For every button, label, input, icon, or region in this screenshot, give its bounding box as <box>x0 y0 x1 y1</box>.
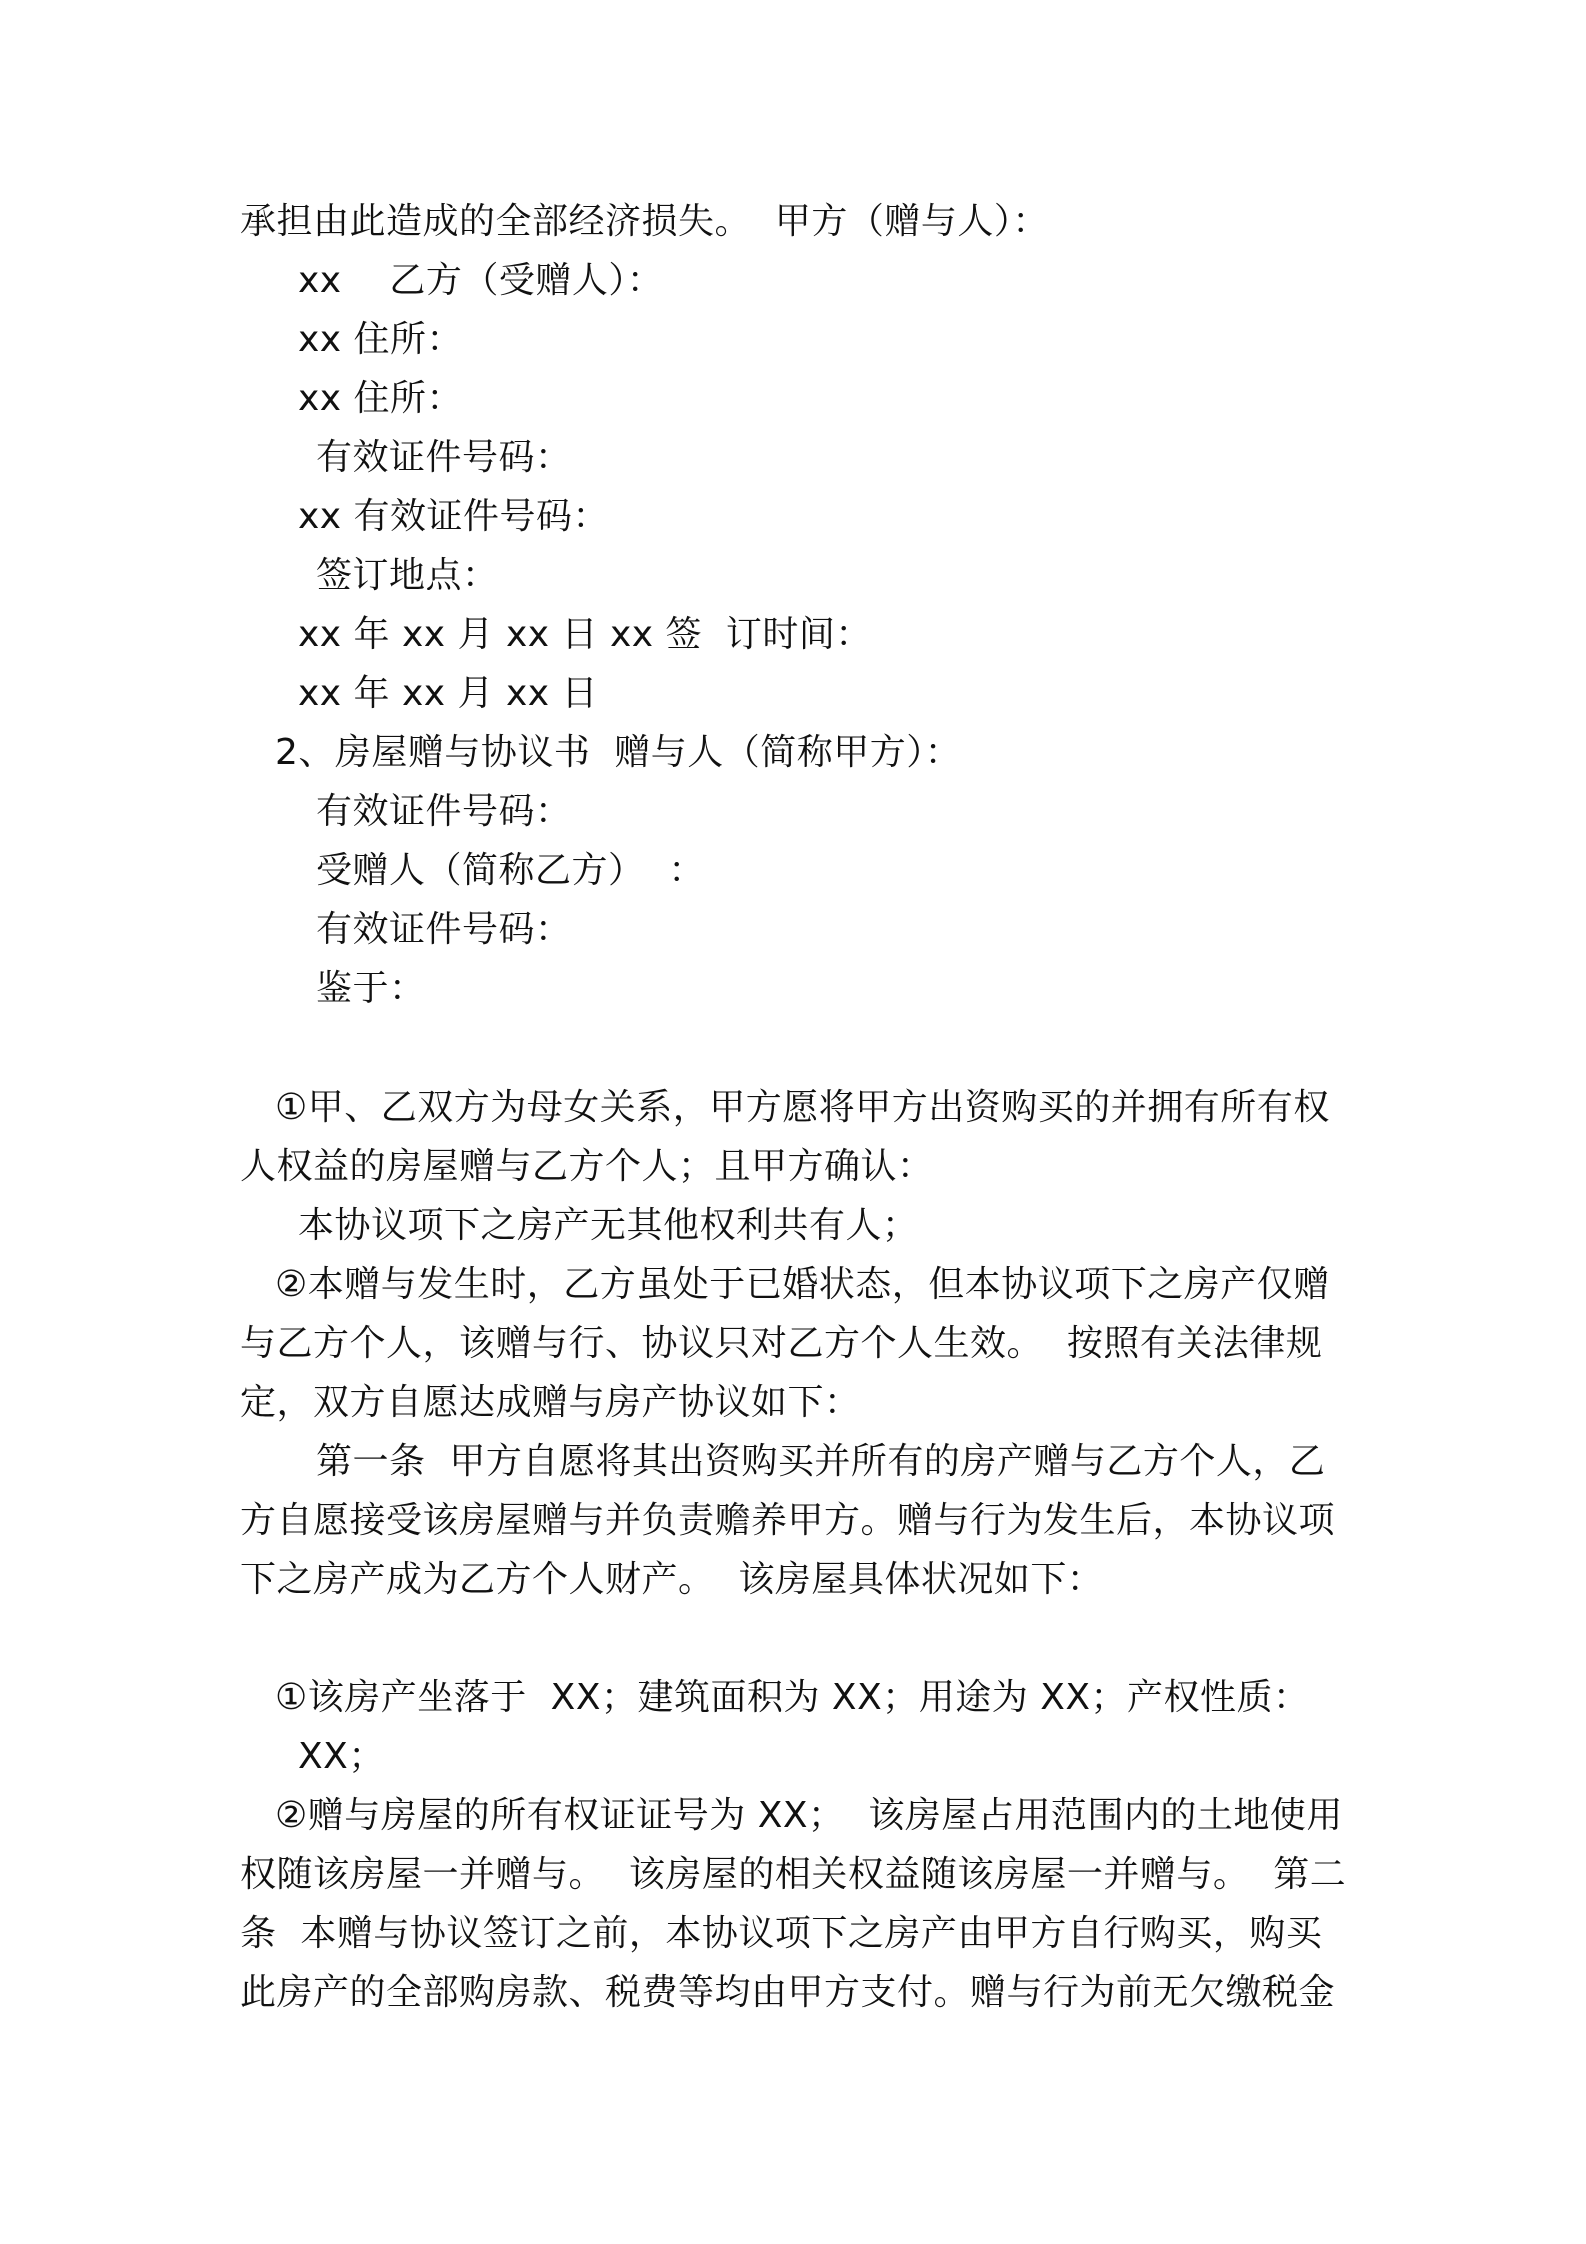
text-line: 方自愿接受该房屋赠与并负责赡养甲方。赠与行为发生后，本协议项 <box>240 1500 1336 1541</box>
text-line: 下之房产成为乙方个人财产。 该房屋具体状况如下： <box>240 1559 1104 1600</box>
text-line: ①该房产坐落于 XX；建筑面积为 XX；用途为 XX；产权性质： <box>275 1677 1310 1718</box>
text-line: xx 年 xx 月 xx 日 xx 签 订时间： <box>298 614 872 655</box>
section-heading: 2、房屋赠与协议书 赠与人（简称甲方）： <box>275 732 962 773</box>
text-line: ②本赠与发生时，乙方虽处于已婚状态，但本协议项下之房产仅赠 <box>275 1264 1330 1305</box>
text-line: 定，双方自愿达成赠与房产协议如下： <box>240 1382 861 1423</box>
text-line: 此房产的全部购房款、税费等均由甲方支付。赠与行为前无欠缴税金 <box>240 1972 1336 2013</box>
text-line: ②赠与房屋的所有权证证号为 XX； 该房屋占用范围内的土地使用 <box>275 1795 1343 1836</box>
text-line: xx 住所： <box>298 319 464 360</box>
text-line: 权随该房屋一并赠与。 该房屋的相关权益随该房屋一并赠与。 第二 <box>240 1854 1347 1895</box>
text-line: 本协议项下之房产无其他权利共有人； <box>298 1205 919 1246</box>
text-line: ①甲、乙双方为母女关系，甲方愿将甲方出资购买的并拥有所有权 <box>275 1087 1330 1128</box>
text-line: 条 本赠与协议签订之前，本协议项下之房产由甲方自行购买，购买 <box>240 1913 1323 1954</box>
text-line: 第一条 甲方自愿将其出资购买并所有的房产赠与乙方个人，乙 <box>316 1441 1326 1482</box>
text-line: 签订地点： <box>316 555 499 596</box>
text-line: XX； <box>298 1736 385 1777</box>
text-line: 与乙方个人，该赠与行、协议只对乙方个人生效。 按照有关法律规 <box>240 1323 1323 1364</box>
text-line: xx 有效证件号码： <box>298 496 610 537</box>
text-line: xx 年 xx 月 xx 日 <box>298 673 599 714</box>
text-line: xx 乙方（受赠人）： <box>298 260 664 301</box>
text-line: 有效证件号码： <box>316 791 572 832</box>
text-line: 鉴于： <box>316 968 426 1009</box>
text-line: 有效证件号码： <box>316 437 572 478</box>
text-line: 人权益的房屋赠与乙方个人；且甲方确认： <box>240 1146 934 1187</box>
text-line: 承担由此造成的全部经济损失。 甲方（赠与人）： <box>240 201 1049 242</box>
text-line: xx 住所： <box>298 378 464 419</box>
text-line: 有效证件号码： <box>316 909 572 950</box>
text-line: 受赠人（简称乙方） ： <box>316 850 705 891</box>
